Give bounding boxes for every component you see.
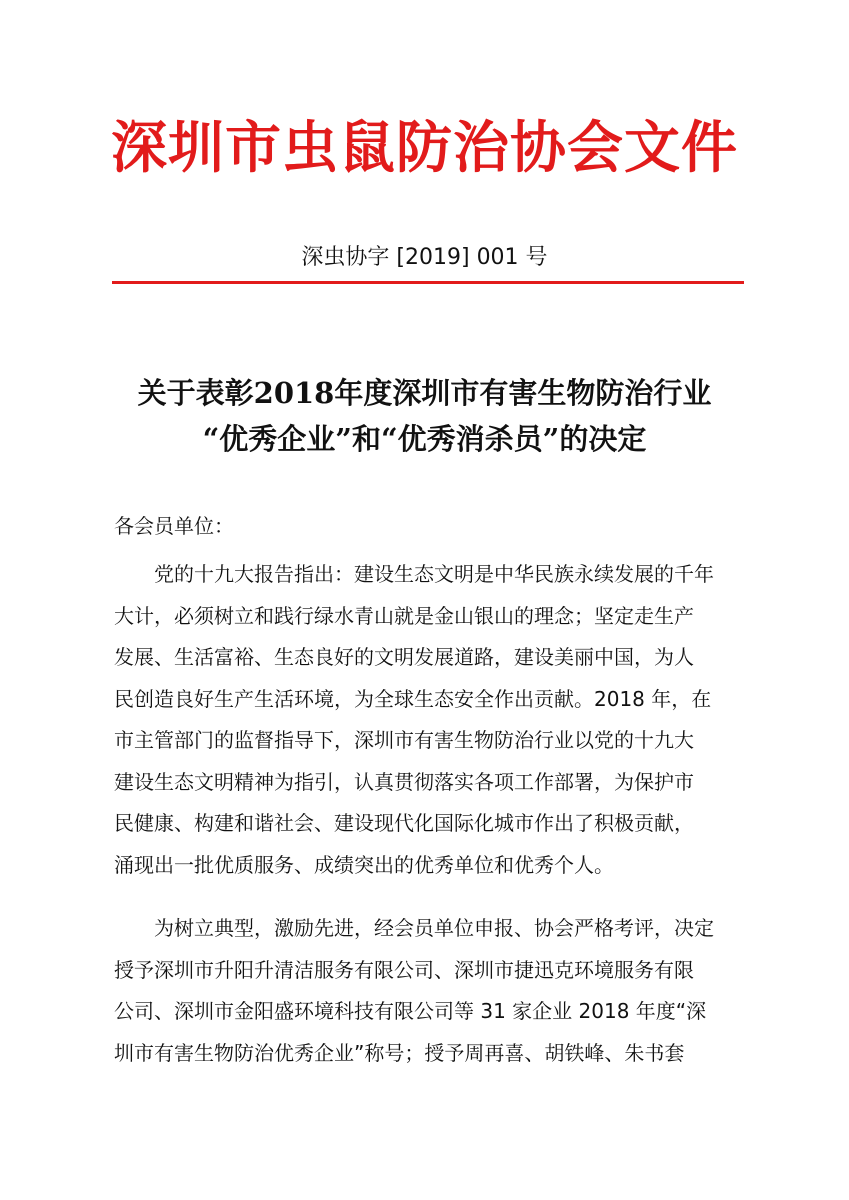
- salutation: 各会员单位：: [114, 514, 234, 538]
- paragraph-line: 公司、深圳市金阳盛环境科技有限公司等 31 家企业 2018 年度“深: [114, 999, 707, 1023]
- org-header: 深圳市虫鼠防治协会文件: [111, 115, 738, 181]
- document-number: 深虫协字 [2019] 001 号: [301, 245, 548, 270]
- paragraph-line: 大计，必须树立和践行绿水青山就是金山银山的理念；坚定走生产: [114, 603, 694, 628]
- body-paragraph-2: [114, 908, 754, 1074]
- paragraph-line: 授予深圳市升阳升清洁服务有限公司、深圳市捷迅克环境服务有限: [114, 957, 694, 982]
- paragraph-line: 市主管部门的监督指导下，深圳市有害生物防治行业以党的十九大: [114, 728, 694, 752]
- paragraph-line: 发展、生活富裕、生态良好的文明发展道路，建设美丽中国，为人: [114, 645, 694, 669]
- paragraph-line: 民健康、构建和谐社会、建设现代化国际化城市作出了积极贡献，: [114, 811, 694, 835]
- paragraph-line: 圳市有害生物防治优秀企业”称号；授予周再喜、胡铁峰、朱书套: [114, 1040, 685, 1065]
- paragraph-line: 党的十九大报告指出：建设生态文明是中华民族永续发展的千年: [154, 562, 714, 586]
- paragraph-line: 民创造良好生产生活环境，为全球生态安全作出贡献。2018 年，在: [114, 686, 712, 711]
- title-line: “优秀企业”和“优秀消杀员”的决定: [202, 422, 647, 456]
- red-divider-rule: [112, 281, 744, 284]
- paragraph-line: 涌现出一批优质服务、成绩突出的优秀单位和优秀个人。: [114, 852, 614, 877]
- paragraph-line: 为树立典型，激励先进，经会员单位申报、协会严格考评，决定: [154, 916, 714, 940]
- document-title: [0, 370, 849, 462]
- title-line: 关于表彰2018年度深圳市有害生物防治行业: [137, 376, 712, 410]
- paragraph-line: 建设生态文明精神为指引，认真贯彻落实各项工作部署，为保护市: [114, 769, 694, 794]
- body-paragraph-1: [114, 554, 754, 886]
